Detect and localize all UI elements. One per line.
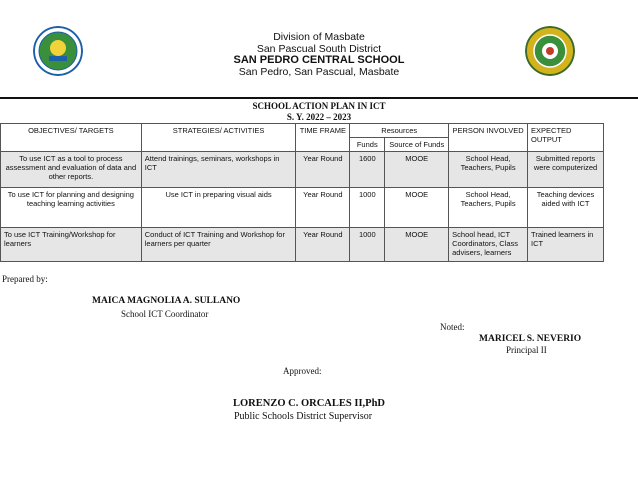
document-title: SCHOOL ACTION PLAN IN ICT xyxy=(252,101,386,111)
row-funds: 1000 xyxy=(350,188,385,228)
school-name: SAN PEDRO CENTRAL SCHOOL xyxy=(233,54,405,66)
header-funds: Funds xyxy=(350,138,385,152)
school-year: S. Y. 2022 – 2023 xyxy=(286,112,352,122)
row-time-frame: Year Round xyxy=(296,152,350,188)
prepared-by-label: Prepared by: xyxy=(2,274,48,284)
header-expected-output: EXPECTED OUTPUT xyxy=(528,124,604,152)
header-resources: Resources xyxy=(350,124,449,138)
row-expected: Trained learners in ICT xyxy=(528,228,604,262)
header-time-frame: TIME FRAME xyxy=(296,124,350,152)
noted-label: Noted: xyxy=(440,322,465,332)
row-time-frame: Year Round xyxy=(296,228,350,262)
row-objective: To use ICT Training/Workshop for learners xyxy=(1,228,142,262)
prepared-by-name: MAICA MAGNOLIA A. SULLANO xyxy=(92,296,241,306)
action-plan-table xyxy=(0,123,604,262)
table-row xyxy=(1,188,604,228)
row-objective: To use ICT for planning and designing teaching learning activities xyxy=(1,188,142,228)
district-name: San Pascual South District xyxy=(256,43,382,55)
row-strategy: Conduct of ICT Training and Workshop for learners per quarter xyxy=(141,228,296,262)
header-divider xyxy=(0,97,638,99)
row-person: School Head, Teachers, Pupils xyxy=(449,152,528,188)
header-source-of-funds: Source of Funds xyxy=(385,138,449,152)
division-name: Division of Masbate xyxy=(273,31,365,43)
row-strategy: Attend trainings, seminars, workshops in ICT xyxy=(141,152,296,188)
row-expected: Teaching devices aided with ICT xyxy=(528,188,604,228)
row-time-frame: Year Round xyxy=(296,188,350,228)
row-person: School head, ICT Coordinators, Class advisers, learners xyxy=(449,228,528,262)
table-row xyxy=(1,152,604,188)
noted-by-name: MARICEL S. NEVERIO xyxy=(479,334,582,344)
table-row xyxy=(1,228,604,262)
row-funds: 1000 xyxy=(350,228,385,262)
header-person-involved: PERSON INVOLVED xyxy=(449,124,528,152)
school-address: San Pedro, San Pascual, Masbate xyxy=(238,66,400,78)
header-objectives: OBJECTIVES/ TARGETS xyxy=(1,124,142,152)
row-expected: Submitted reports were computerized xyxy=(528,152,604,188)
prepared-by-title: School ICT Coordinator xyxy=(121,309,209,319)
header-strategies: STRATEGIES/ ACTIVITIES xyxy=(141,124,296,152)
row-source: MOOE xyxy=(385,152,449,188)
row-strategy: Use ICT in preparing visual aids xyxy=(141,188,296,228)
row-objective: To use ICT as a tool to process assessment and evaluation of data and other reports. xyxy=(1,152,142,188)
row-source: MOOE xyxy=(385,188,449,228)
row-source: MOOE xyxy=(385,228,449,262)
row-person: School Head, Teachers, Pupils xyxy=(449,188,528,228)
approved-by-title: Public Schools District Supervisor xyxy=(234,411,373,422)
approved-label: Approved: xyxy=(283,366,322,376)
approved-by-name: LORENZO C. ORCALES II,PhD xyxy=(233,398,385,409)
row-funds: 1600 xyxy=(350,152,385,188)
noted-by-title: Principal II xyxy=(506,345,547,355)
